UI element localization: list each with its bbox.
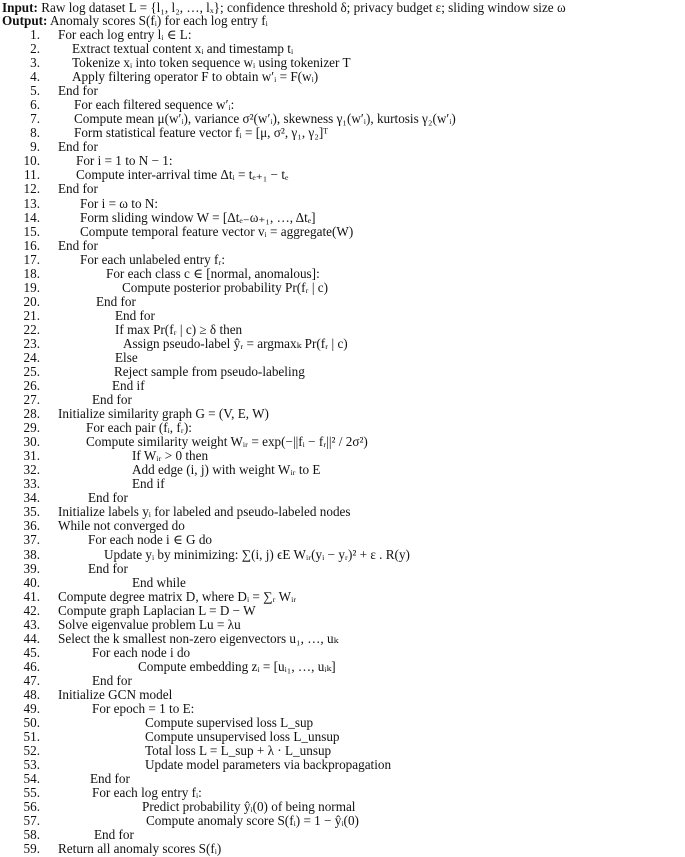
line-text: For each class c ∈ [normal, anomalous]:: [106, 265, 320, 281]
line-text: End for: [58, 139, 98, 155]
line-text: Compute graph Laplacian L = D − W: [58, 602, 256, 618]
algorithm-line: [0, 279, 329, 295]
algorithm-line: [0, 125, 329, 141]
line-text: Predict probability ŷᵢ(0) of being normal: [142, 799, 356, 815]
line-number: 24.: [23, 349, 40, 365]
line-text: For epoch = 1 to E:: [92, 700, 195, 716]
algorithm-line: [0, 504, 351, 520]
line-text: For each unlabeled entry fᵣ:: [80, 251, 226, 267]
line-number: 56.: [23, 799, 40, 815]
line-number: 34.: [23, 490, 40, 506]
algorithm-line: [0, 209, 316, 225]
algorithm-line: [0, 251, 226, 267]
line-text: Compute supervised loss L_sup: [145, 715, 314, 730]
line-text: Select the k smallest non-zero eigenvectors u₁, …, uₖ: [58, 630, 339, 646]
line-number: 45.: [23, 644, 40, 660]
line-number: 40.: [23, 574, 40, 590]
algorithm-line: [0, 602, 256, 618]
line-text: End for: [58, 181, 98, 197]
line-number: 57.: [23, 813, 40, 829]
line-number: 2.: [30, 41, 40, 56]
algorithm-line: [0, 630, 339, 646]
algorithm-line: [0, 448, 209, 464]
line-number: 32.: [23, 462, 40, 478]
line-text: Update yᵢ by minimizing: ∑(i, j) ϵE Wᵢᵣ(yᵢ − yᵣ)² + ε . R(y): [104, 546, 410, 562]
algorithm-line: [0, 97, 235, 113]
algorithm-line: [0, 827, 134, 843]
line-number: 27.: [23, 392, 40, 407]
algorithm-line: [0, 546, 410, 562]
algorithm-line: [0, 378, 145, 393]
line-text: End for: [96, 293, 136, 309]
line-text: End for: [58, 237, 98, 253]
algorithm-line: [0, 616, 241, 632]
algorithm-line: [0, 420, 192, 436]
line-text: For i = 1 to N − 1:: [76, 153, 173, 169]
line-number: 55.: [23, 785, 40, 801]
line-number: 28.: [23, 406, 40, 422]
line-number: 47.: [23, 672, 40, 688]
line-text: Compute degree matrix D, where Dᵢ = ∑ᵣ Wᵢᵣ: [58, 588, 297, 604]
line-text: Compute similarity weight Wᵢᵣ = exp(−||fᵢ − fᵣ||² / 2σ²): [86, 434, 368, 450]
line-number: 29.: [23, 420, 40, 436]
algorithm-line: [0, 686, 173, 702]
line-number: 23.: [23, 335, 40, 351]
line-text: Return all anomaly scores S(fᵢ): [58, 841, 222, 857]
algorithm-line: [0, 532, 213, 548]
line-text: End for: [88, 490, 128, 506]
line-number: 31.: [23, 448, 40, 464]
line-number: 50.: [23, 715, 40, 730]
line-number: 52.: [23, 743, 40, 758]
line-text: Add edge (i, j) with weight Wᵢᵣ to E: [132, 462, 321, 478]
line-text: Initialize GCN model: [58, 686, 173, 702]
line-number: 3.: [30, 55, 40, 71]
algorithm-line: [0, 167, 289, 183]
algorithm-line: [0, 181, 98, 197]
line-number: 16.: [23, 237, 40, 253]
algorithm-line: [0, 672, 132, 688]
line-number: 20.: [23, 293, 40, 309]
line-text: End for: [90, 771, 130, 787]
line-number: 9.: [30, 139, 40, 155]
line-text: Solve eigenvalue problem Lu = λu: [58, 616, 241, 632]
algorithm-line: [0, 335, 348, 351]
output-label: Output:: [2, 13, 48, 28]
line-number: 7.: [30, 111, 40, 127]
input-text: Raw log dataset L = {l₁, l₂, …, lₓ}; confidence threshold δ; privacy budget ε; sliding window size ω: [41, 0, 566, 15]
algorithm-line: [0, 195, 159, 211]
algorithm-line: [0, 55, 351, 71]
line-number: 14.: [23, 209, 40, 225]
algorithm-line: [0, 813, 359, 829]
algorithm-line: [0, 574, 186, 590]
line-text: Reject sample from pseudo-labeling: [114, 364, 305, 379]
line-number: 17.: [23, 251, 40, 267]
algorithm-line: [0, 700, 195, 716]
line-number: 44.: [23, 630, 40, 646]
line-text: Compute anomaly score S(fᵢ) = 1 − ŷᵢ(0): [146, 813, 359, 829]
algorithm-line: [0, 518, 185, 534]
line-number: 13.: [23, 195, 40, 211]
algorithm-line: [0, 153, 173, 169]
line-text: End for: [115, 307, 155, 323]
algorithm-line: [0, 785, 202, 801]
algorithm-line: [0, 406, 269, 422]
line-text: For each filtered sequence w′ᵢ:: [74, 97, 235, 113]
line-number: 21.: [23, 307, 40, 323]
line-number: 43.: [23, 616, 40, 632]
algorithm-line: [0, 658, 336, 674]
line-number: 6.: [30, 97, 40, 113]
algorithm-line: [0, 729, 340, 744]
line-text: Total loss L = L_sup + λ · L_unsup: [145, 743, 332, 758]
line-text: Update model parameters via backpropagation: [145, 757, 392, 773]
line-number: 42.: [23, 602, 40, 618]
line-number: 41.: [23, 588, 40, 604]
line-text: End if: [112, 378, 145, 393]
line-number: 12.: [23, 181, 40, 197]
line-text: For each pair (fᵢ, fᵣ):: [86, 420, 192, 436]
line-text: If max Pr(fᵣ | c) ≥ δ then: [115, 321, 243, 337]
algorithm-line: [0, 771, 130, 787]
line-number: 26.: [23, 378, 40, 393]
algorithm-line: [0, 83, 98, 99]
line-number: 5.: [30, 83, 40, 99]
line-text: Compute unsupervised loss L_unsup: [145, 729, 340, 744]
line-text: Form sliding window W = [Δtₑ₋ω₊₁, …, Δtₑ]: [80, 209, 316, 225]
algorithm-line: [0, 434, 368, 450]
algorithm-line: [0, 476, 165, 492]
line-text: For i = ω to N:: [80, 195, 159, 211]
line-text: End for: [92, 392, 132, 407]
line-text: Compute temporal feature vector vᵢ = aggregate(W): [80, 223, 354, 239]
line-text: Compute embedding zᵢ = [uᵢ₁, …, uᵢₖ]: [138, 658, 336, 674]
line-text: For each log entry fᵢ:: [92, 785, 202, 801]
algorithm-line: [0, 560, 128, 576]
line-text: Initialize similarity graph G = (V, E, W): [58, 406, 269, 422]
line-number: 59.: [23, 841, 40, 857]
line-number: 53.: [23, 757, 40, 773]
line-text: Form statistical feature vector fᵢ = [μ, σ², γ₁, γ₂]ᵀ: [74, 125, 329, 141]
line-number: 49.: [23, 700, 40, 716]
line-number: 51.: [23, 729, 40, 744]
line-number: 18.: [23, 265, 40, 281]
algorithm-line: [0, 69, 319, 85]
line-number: 38.: [23, 546, 40, 562]
line-text: If Wᵢᵣ > 0 then: [132, 448, 209, 464]
algorithm-line: [0, 321, 243, 337]
algorithm-line: [0, 392, 132, 407]
algorithm-line: [0, 237, 98, 253]
line-text: Compute mean μ(w′ᵢ), variance σ²(w′ᵢ), skewness γ₁(w′ᵢ), kurtosis γ₂(w′ᵢ): [74, 111, 456, 127]
line-number: 37.: [23, 532, 40, 548]
line-text: Apply filtering operator F to obtain w′ᵢ = F(wᵢ): [72, 69, 319, 85]
line-text: Compute posterior probability Pr(fᵣ | c): [122, 279, 329, 295]
line-text: Tokenize xᵢ into token sequence wᵢ using tokenizer T: [72, 55, 351, 71]
line-number: 8.: [30, 125, 40, 141]
algorithm-line: [0, 111, 456, 127]
algorithm-line: [0, 364, 305, 379]
algorithm-line: [0, 644, 191, 660]
input-label: Input:: [2, 0, 38, 15]
algorithm-line: [0, 41, 294, 56]
algorithm-line: [0, 799, 356, 815]
line-text: End for: [58, 83, 98, 99]
line-number: 46.: [23, 658, 40, 674]
output-text: Anomaly scores S(fᵢ) for each log entry fᵢ: [50, 13, 268, 28]
algorithm-line: [0, 139, 98, 155]
line-number: 39.: [23, 560, 40, 576]
line-number: 58.: [23, 827, 40, 843]
algorithm-line: [0, 349, 138, 365]
algorithm-line: [0, 293, 136, 309]
line-number: 48.: [23, 686, 40, 702]
line-text: For each node i do: [92, 644, 191, 660]
line-text: Assign pseudo-label ŷᵣ = argmaxₖ Pr(fᵣ | c): [123, 335, 348, 351]
line-number: 15.: [23, 223, 40, 239]
algorithm-line: [0, 743, 332, 758]
line-number: 19.: [23, 279, 40, 295]
line-number: 11.: [24, 167, 40, 183]
line-text: End if: [132, 476, 165, 492]
line-number: 1.: [30, 27, 40, 42]
line-text: For each node i ∈ G do: [88, 532, 213, 548]
algorithm-line: [0, 490, 128, 506]
line-number: 54.: [23, 771, 40, 787]
line-number: 10.: [23, 153, 40, 169]
line-text: While not converged do: [58, 518, 185, 534]
line-number: 35.: [23, 504, 40, 520]
algorithm-line: [0, 265, 320, 281]
line-text: Compute inter-arrival time Δtᵢ = tₑ₊₁ − tₑ: [76, 167, 289, 183]
line-text: Else: [115, 349, 138, 365]
algorithm-line: [0, 757, 392, 773]
line-text: End for: [92, 672, 132, 688]
line-text: End for: [88, 560, 128, 576]
line-text: For each log entry lᵢ ∈ L:: [58, 27, 192, 42]
algorithm-line: [0, 27, 192, 42]
algorithm-line: [0, 462, 321, 478]
line-number: 25.: [23, 364, 40, 379]
line-text: Extract textual content xᵢ and timestamp tᵢ: [72, 41, 294, 56]
algorithm-line: [0, 223, 354, 239]
algorithm-line: [0, 715, 314, 730]
line-text: End for: [94, 827, 134, 843]
line-number: 33.: [23, 476, 40, 492]
algorithm-line: [0, 307, 155, 323]
line-number: 4.: [30, 69, 40, 85]
line-number: 30.: [23, 434, 40, 450]
line-number: 22.: [23, 321, 40, 337]
line-text: End while: [132, 574, 186, 590]
algorithm-line: [0, 588, 297, 604]
line-text: Initialize labels yᵢ for labeled and pseudo-labeled nodes: [58, 504, 351, 520]
algorithm-line: [0, 841, 222, 857]
line-number: 36.: [23, 518, 40, 534]
